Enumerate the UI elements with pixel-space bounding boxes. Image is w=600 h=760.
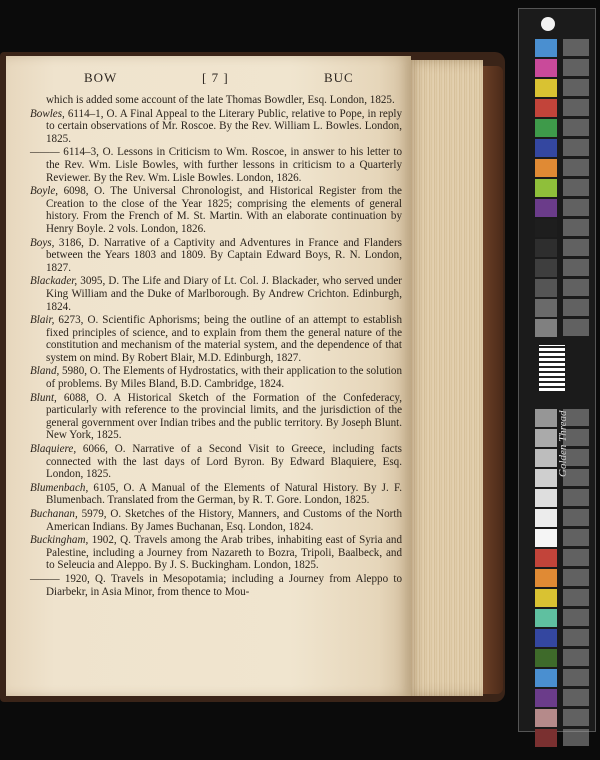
entry-author: Blaquiere, [30, 443, 77, 456]
catalog-entry [30, 275, 402, 313]
color-patch [535, 729, 557, 747]
color-patch [535, 429, 557, 447]
header-left-guide: BOW [84, 70, 118, 85]
entry-text: 1902, Q. Travels among the Arab tribes, inhabiting east of Syria and Palestine, including a Journey from Nazareth to Bozra, Tripoli, Baalbeck, and to Seleucia and Aleppo. By J. S. Buckingham. London, 1825. [46, 534, 402, 572]
patch-value-label [563, 649, 589, 666]
entry-author: Bland, [30, 365, 60, 378]
entry-author: ——— [30, 572, 60, 585]
patch-value-label [563, 179, 589, 196]
patch-value-label [563, 119, 589, 136]
catalog-entry [30, 94, 402, 107]
color-patch [535, 139, 557, 157]
entry-author: Blackader, [30, 275, 78, 288]
patch-value-label [563, 469, 589, 486]
color-patch [535, 319, 557, 337]
patch-value-label [563, 429, 589, 446]
color-patch [535, 689, 557, 707]
color-patch [535, 199, 557, 217]
patch-value-label [563, 239, 589, 256]
catalog-entry [30, 237, 402, 275]
entry-text: 5980, O. The Elements of Hydrostatics, with their application to the solution of problems. By Miles Bland, B.D. Cambridge, 1824. [46, 365, 403, 391]
entry-text: 1920, Q. Travels in Mesopotamia; including a Journey from Aleppo to Diarbekr, in Asia Minor, from thence to Mou- [46, 572, 402, 598]
patch-value-label [563, 709, 589, 726]
color-patch [535, 239, 557, 257]
patch-value-label [563, 79, 589, 96]
entry-text: 5979, O. Sketches of the History, Manners, and Customs of the North American Indians. By James Buchanan, Esq. London, 1824. [46, 508, 402, 533]
patch-value-label [563, 589, 589, 606]
color-patch [535, 39, 557, 57]
patch-value-label [563, 299, 589, 316]
catalog-entry [30, 185, 402, 235]
color-patch [535, 179, 557, 197]
color-patch [535, 449, 557, 467]
strip-hole-top [541, 17, 555, 31]
color-patch [535, 59, 557, 77]
page-edges [405, 60, 483, 696]
entry-author: Blair, [30, 314, 55, 327]
catalog-entry [30, 146, 402, 184]
entry-author: ——— [30, 146, 60, 159]
color-patch [535, 99, 557, 117]
color-patch [535, 79, 557, 97]
catalog-entry [30, 365, 402, 390]
entry-text: 3186, D. Narrative of a Captivity and Adventures in France and Flanders between the Years 1803 and 1809. By Captain Edward Boys, R. N. London, 1827. [46, 236, 402, 274]
page-number: [ 7 ] [202, 70, 229, 85]
entry-text: 6105, O. A Manual of the Elements of Natural History. By J. F. Blumenbach. Translated from the German, by R. T. Gore. London, 1825. [46, 481, 402, 507]
color-patch [535, 469, 557, 487]
entry-author: Blumenbach, [30, 481, 89, 494]
color-patch [535, 649, 557, 667]
color-checker-strip [518, 8, 596, 732]
entry-author: Boys, [30, 236, 55, 249]
entry-author: Bowles, [30, 107, 65, 120]
color-patch [535, 509, 557, 527]
color-patch [535, 589, 557, 607]
color-patch [535, 609, 557, 627]
entry-text: 3095, D. The Life and Diary of Lt. Col. J. Blackader, who served under King William and the Duke of Marlborough. By Andrew Crichton. Edinburgh, 1824. [46, 275, 402, 313]
patch-value-label [563, 199, 589, 216]
entry-author: Blunt, [30, 391, 57, 404]
patch-value-label [563, 449, 589, 466]
entry-text: 6088, O. A Historical Sketch of the Formation of the Confederacy, particularly with reference to the provincial limits, and the jurisdiction of the general government over Indian tribes and the public territory. By Joseph Blunt. New York, 1825. [46, 391, 402, 442]
patch-value-label [563, 319, 589, 336]
color-patch [535, 549, 557, 567]
catalog-entries [30, 94, 402, 599]
color-patch [535, 219, 557, 237]
color-patch [535, 489, 557, 507]
entry-author: Buckingham, [30, 534, 89, 547]
color-patch [535, 409, 557, 427]
color-patch [535, 569, 557, 587]
patch-value-label [563, 549, 589, 566]
entry-text: 6098, O. The Universal Chronologist, and Historical Register from the Creation to the close of the Year 1825; comprising the elements of general history. From the French of M. St. Martin. With an elaborate continuation by Henry Boyle. 2 vols. London, 1826. [46, 185, 402, 235]
patch-value-label [563, 489, 589, 506]
patch-value-label [563, 729, 589, 746]
color-patch [535, 709, 557, 727]
patch-value-label [563, 279, 589, 296]
patch-value-label [563, 39, 589, 56]
patch-value-label [563, 99, 589, 116]
entry-author: Boyle, [30, 185, 59, 198]
strip-brand: Thread [557, 410, 569, 442]
patch-value-label [563, 569, 589, 586]
catalog-entry [30, 508, 402, 533]
entry-text: 6114–1, O. A Final Appeal to the Literary Public, relative to Pope, in reply to certain observations of Mr. Roscoe. By the Rev. William L. Bowles. London, 1825. [46, 107, 402, 145]
entry-text: which is added some account of the late Thomas Bowdler, Esq. London, 1825. [46, 94, 395, 106]
patch-value-label [563, 409, 589, 426]
patch-value-label [563, 689, 589, 706]
header-right-guide: BUC [324, 70, 354, 85]
color-patch [535, 279, 557, 297]
patch-value-label [563, 529, 589, 546]
patch-value-label [563, 609, 589, 626]
color-patch [535, 259, 557, 277]
book-spine-edge [483, 66, 503, 694]
color-patch [535, 629, 557, 647]
catalog-entry [30, 482, 402, 507]
patch-value-label [563, 139, 589, 156]
catalog-entry [30, 573, 402, 598]
catalog-entry [30, 392, 402, 442]
entry-text: 6066, O. Narrative of a Second Visit to Greece, including facts connected with the last days of Lord Byron. By Edward Blaquiere, Esq. London, 1825. [46, 443, 402, 481]
color-patch [535, 159, 557, 177]
catalog-entry [30, 443, 402, 481]
patch-value-label [563, 509, 589, 526]
patch-value-label [563, 59, 589, 76]
color-patch [535, 529, 557, 547]
patch-value-label [563, 159, 589, 176]
page-header [40, 70, 390, 86]
patch-value-label [563, 259, 589, 276]
entry-text: 6114–3, O. Lessons in Criticism to Wm. Roscoe, in answer to his letter to the Rev. Wm. Lisle Bowles, with further lessons in criticism to a Quarterly Reviewer. By the Rev. Wm. Lisle Bowles. London, 1826. [46, 146, 402, 184]
entry-text: 6273, O. Scientific Aphorisms; being the outline of an attempt to establish fixed principles of science, and to explain from them the general nature of the constitution and mechanism of the material system, and the dependence of that system on mind. By Robert Blair, M.D. Edinburgh, 1827. [46, 314, 402, 364]
color-patch [535, 299, 557, 317]
color-patch [535, 669, 557, 687]
color-patch [535, 119, 557, 137]
catalog-entry [30, 314, 402, 364]
patch-value-label [563, 219, 589, 236]
patch-value-label [563, 629, 589, 646]
entry-author: Buchanan, [30, 508, 78, 520]
catalog-entry [30, 108, 402, 146]
patch-value-label [563, 669, 589, 686]
catalog-entry [30, 534, 402, 572]
